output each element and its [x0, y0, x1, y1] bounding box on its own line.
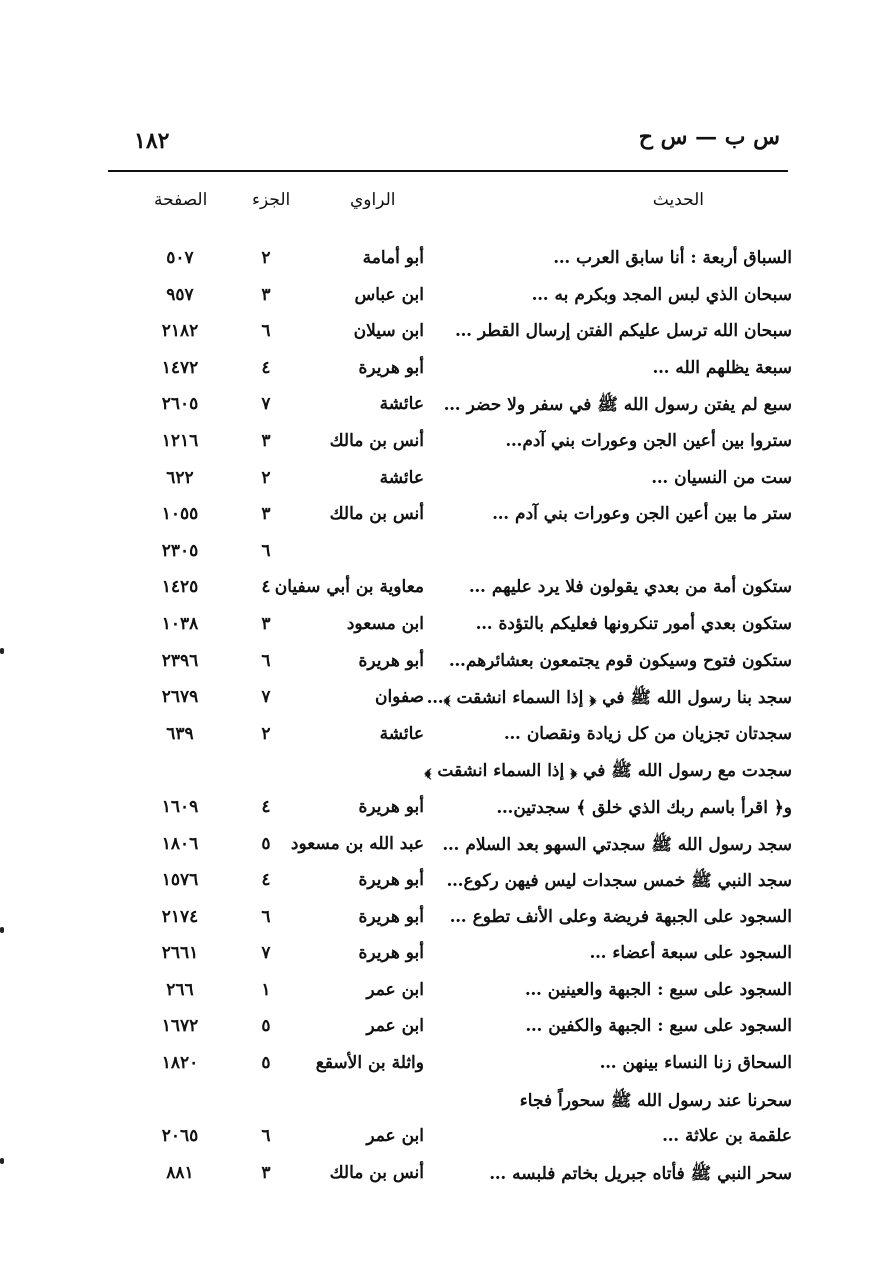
page-ref: ٦٢٢	[166, 467, 194, 488]
page-ref: ١٦٠٩	[161, 796, 199, 817]
scan-margin-mark	[0, 648, 4, 654]
header-rule	[108, 170, 788, 172]
table-row	[0, 244, 892, 281]
table-row	[0, 573, 892, 610]
volume: ٦	[261, 906, 271, 927]
hadith-text: سجد بنا رسول الله ﷺ في ﴿ إذا السماء انشقت ﴾…	[426, 688, 792, 709]
page-ref: ١٢١٦	[161, 430, 199, 451]
page-ref: ٢٠٦٥	[161, 1126, 199, 1147]
hadith-text: سحرنا عند رسول الله ﷺ سحوراً فجاء	[519, 1090, 792, 1111]
narrator: أبو هريرة	[358, 796, 424, 817]
hadith-text: علقمة بن علاثة …	[662, 1126, 792, 1147]
volume: ٥	[261, 1016, 271, 1037]
table-row	[0, 537, 892, 574]
page-ref: ١٦٧٢	[161, 1016, 199, 1037]
hadith-text: السجود على سبع : الجبهة والعينين …	[524, 979, 792, 1000]
hadith-text: ستكون أمة من بعدي يقولون فلا يرد عليهم …	[468, 577, 792, 598]
narrator: ابن مسعود	[346, 613, 424, 634]
page-ref: ٢٦٦	[166, 979, 194, 1000]
hadith-text: السجود على الجبهة فريضة وعلى الأنف تطوع …	[449, 906, 792, 927]
narrator: أبو هريرة	[358, 650, 424, 671]
narrator: أبو هريرة	[358, 870, 424, 891]
narrator: واثلة بن الأسقع	[315, 1053, 424, 1074]
table-row	[0, 976, 892, 1013]
page-ref: ٨٨١	[166, 1162, 194, 1183]
table-row	[0, 464, 892, 501]
hadith-text: سبحان الذي لبس المجد وبكرم به …	[531, 284, 792, 305]
hadith-text: سجد النبي ﷺ خمس سجدات ليس فيهن ركوع…	[446, 871, 792, 892]
table-row	[0, 866, 892, 903]
hadith-text: سبعة يظلهم الله …	[652, 357, 792, 378]
table-row	[0, 390, 892, 427]
page-ref: ٢٦٠٥	[161, 394, 199, 415]
volume: ٣	[261, 284, 271, 305]
hadith-text: سجدتان تجزيان من كل زيادة ونقصان …	[503, 723, 792, 744]
volume: ٤	[261, 796, 271, 817]
column-header-page: الصفحة	[154, 190, 208, 210]
volume: ٦	[261, 650, 271, 671]
page-ref: ٢١٧٤	[161, 906, 199, 927]
volume: ١	[261, 979, 271, 1000]
volume: ٤	[261, 870, 271, 891]
table-row	[0, 683, 892, 720]
volume: ٧	[261, 943, 271, 964]
table-row	[0, 1122, 892, 1159]
page-ref: ٢٣٩٦	[161, 650, 199, 671]
narrator: عائشة	[379, 394, 424, 415]
hadith-text: السجود على سبع : الجبهة والكفين …	[525, 1016, 792, 1037]
page-ref: ٢١٨٢	[161, 321, 199, 342]
table-row	[0, 903, 892, 940]
hadith-text: و﴿ اقرأ باسم ربك الذي خلق ﴾ سجدتين…	[496, 797, 792, 818]
column-header-rawi: الراوي	[350, 190, 396, 210]
hadith-text: السحاق زنا النساء بينهن …	[599, 1053, 792, 1074]
table-row	[0, 1049, 892, 1086]
page-ref: ١٠٥٥	[161, 504, 199, 525]
page-ref: ١٥٧٦	[161, 870, 199, 891]
narrator: أبو هريرة	[358, 357, 424, 378]
table-row	[0, 793, 892, 830]
scan-margin-mark	[0, 1158, 4, 1164]
volume: ٢	[261, 248, 271, 268]
hadith-text: سبحان الله ترسل عليكم الفتن إرسال القطر …	[454, 321, 792, 342]
table-row	[0, 1086, 892, 1123]
narrator: صفوان	[374, 687, 424, 708]
volume: ٣	[261, 1162, 271, 1183]
narrator: ابن عباس	[354, 284, 424, 305]
narrator: أنس بن مالك	[329, 1162, 424, 1183]
volume: ٣	[261, 613, 271, 634]
index-table	[0, 244, 892, 1195]
page-ref: ٥٠٧	[166, 248, 194, 268]
narrator: عائشة	[379, 723, 424, 744]
page-ref: ٦٣٩	[166, 723, 194, 744]
narrator: أبو هريرة	[358, 906, 424, 927]
volume: ٦	[261, 540, 271, 561]
volume: ٣	[261, 504, 271, 525]
table-row	[0, 427, 892, 464]
narrator: أنس بن مالك	[329, 504, 424, 525]
narrator: أنس بن مالك	[329, 430, 424, 451]
volume: ٥	[261, 1053, 271, 1074]
hadith-text: ستر ما بين أعين الجن وعورات بني آدم …	[492, 504, 792, 525]
page-ref: ٢٦٧٩	[161, 687, 199, 708]
hadith-text: ستكون فتوح وسيكون قوم يجتمعون بعشائرهم…	[448, 650, 792, 671]
table-row	[0, 610, 892, 647]
table-row	[0, 939, 892, 976]
narrator: ابن سيلان	[353, 321, 424, 342]
scan-margin-mark	[0, 927, 4, 933]
narrator: عائشة	[379, 467, 424, 488]
volume: ٥	[261, 833, 271, 854]
hadith-text: سجدت مع رسول الله ﷺ في ﴿ إذا السماء انشقت ﴾	[424, 761, 792, 782]
volume: ٦	[261, 1126, 271, 1147]
hadith-text: سبع لم يفتن رسول الله ﷺ في سفر ولا حضر …	[443, 395, 792, 416]
volume: ٤	[261, 357, 271, 378]
table-row	[0, 720, 892, 757]
table-row	[0, 756, 892, 793]
table-row	[0, 354, 892, 391]
narrator: أبو هريرة	[358, 943, 424, 964]
hadith-text: ستروا بين أعين الجن وعورات بني آدم…	[505, 430, 792, 451]
table-row	[0, 1012, 892, 1049]
table-row	[0, 830, 892, 867]
volume: ٧	[261, 687, 271, 708]
narrator: ابن عمر	[366, 1016, 424, 1037]
page-ref: ١٤٢٥	[161, 577, 199, 598]
hadith-text: ست من النسيان …	[651, 467, 792, 488]
volume: ٤	[261, 577, 271, 598]
narrator: ابن عمر	[366, 979, 424, 1000]
hadith-text: سجد رسول الله ﷺ سجدتي السهو بعد السلام …	[442, 834, 792, 855]
volume: ٢	[261, 467, 271, 488]
volume: ٦	[261, 321, 271, 342]
page-ref: ٢٦٦١	[161, 943, 199, 964]
hadith-text: ستكون بعدي أمور تنكرونها فعليكم بالتؤدة …	[475, 613, 792, 634]
page-ref: ٢٣٠٥	[161, 540, 199, 561]
narrator: معاوية بن أبي سفيان	[274, 577, 424, 598]
column-header-hadith: الحديث	[652, 190, 704, 210]
volume: ٣	[261, 430, 271, 451]
page-ref: ٩٥٧	[166, 284, 194, 305]
page-ref: ١٨٠٦	[161, 833, 199, 854]
page-ref: ١٨٢٠	[161, 1053, 199, 1074]
table-row	[0, 317, 892, 354]
volume: ٢	[261, 723, 271, 744]
table-row	[0, 1159, 892, 1196]
page-ref: ١٤٧٢	[161, 357, 199, 378]
page-ref: ١٠٣٨	[161, 613, 199, 634]
hadith-text: سحر النبي ﷺ فأتاه جبريل بخاتم فلبسه …	[489, 1163, 792, 1184]
table-row	[0, 500, 892, 537]
hadith-text: السباق أربعة : أنا سابق العرب …	[553, 248, 792, 268]
column-header-juz: الجزء	[252, 190, 291, 210]
volume: ٧	[261, 394, 271, 415]
narrator: أبو أمامة	[362, 248, 424, 268]
page-number: ١٨٢	[134, 128, 170, 154]
hadith-text: السجود على سبعة أعضاء …	[589, 943, 792, 964]
table-row	[0, 647, 892, 684]
narrator: عبد الله بن مسعود	[290, 833, 424, 854]
section-heading: س ب — س ح	[638, 124, 780, 150]
table-row	[0, 281, 892, 318]
narrator: ابن عمر	[366, 1126, 424, 1147]
